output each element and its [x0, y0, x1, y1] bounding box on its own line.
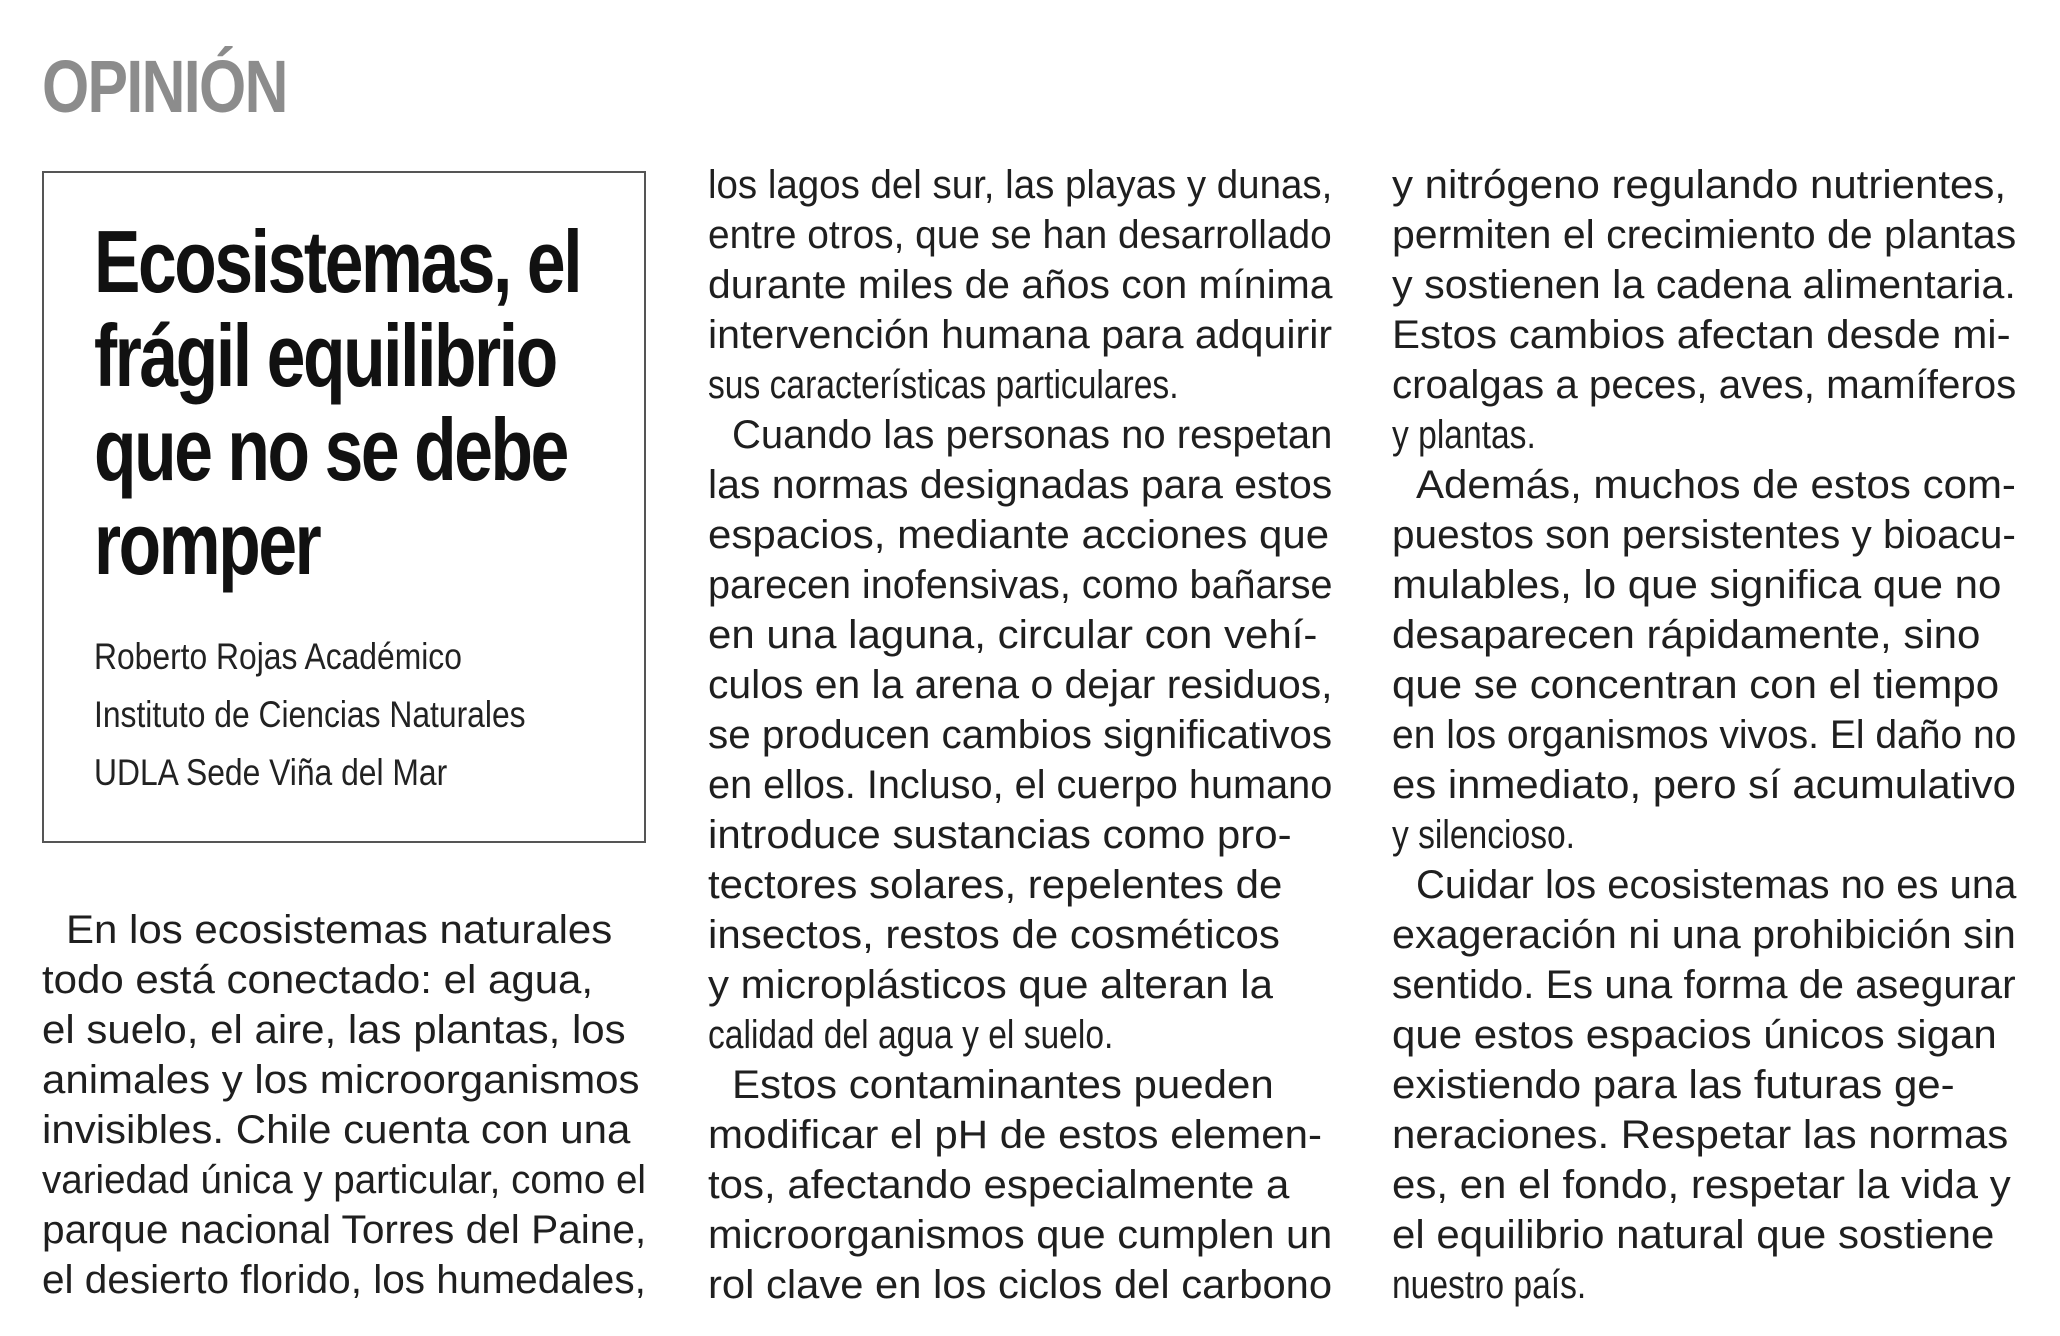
text-line	[42, 1005, 646, 1055]
text-line	[708, 1160, 1332, 1210]
text-line	[42, 905, 646, 955]
text-line	[1392, 660, 2016, 710]
text-line-content: modificar el pH de estos elemen-	[708, 1113, 1322, 1157]
text-line-content: entre otros, que se han desarrollado	[708, 213, 1332, 257]
text-line	[708, 710, 1332, 760]
text-line	[42, 1055, 646, 1105]
author-campus: UDLA Sede Viña del Mar	[94, 752, 448, 793]
text-line	[1392, 910, 2016, 960]
headline-line: que no se debe	[94, 400, 567, 499]
text-line	[42, 955, 646, 1005]
text-line	[708, 1110, 1332, 1160]
text-line-content: rol clave en los ciclos del carbono	[708, 1263, 1333, 1307]
text-line	[708, 210, 1332, 260]
text-line	[1392, 710, 2016, 760]
text-line-content: puestos son persistentes y bioacu-	[1392, 513, 2016, 557]
text-line	[708, 810, 1332, 860]
text-line-content: En los ecosistemas naturales	[66, 908, 613, 952]
text-line	[1392, 510, 2016, 560]
text-line-content: que se concentran con el tiempo	[1392, 663, 2000, 707]
text-line	[708, 460, 1332, 510]
text-line-content: existiendo para las futuras ge-	[1392, 1063, 1955, 1107]
text-line	[708, 560, 1332, 610]
text-line	[1392, 1160, 2016, 1210]
text-line	[1392, 760, 2016, 810]
text-line-content: invisibles. Chile cuenta con una	[42, 1108, 631, 1152]
author-institute: Instituto de Ciencias Naturales	[94, 694, 526, 735]
text-line	[1392, 460, 2016, 510]
text-line-content: calidad del agua y el suelo.	[708, 1013, 1114, 1057]
text-line	[42, 1105, 646, 1155]
author-byline	[94, 628, 627, 802]
text-line-content: el equilibrio natural que sostiene	[1392, 1213, 1995, 1257]
article-column-1	[42, 905, 646, 1305]
text-line	[1392, 310, 2016, 360]
text-line	[1392, 360, 2016, 410]
text-line-content: el desierto florido, los humedales,	[42, 1258, 646, 1302]
text-line	[1392, 160, 2016, 210]
text-line	[42, 1155, 646, 1205]
author-name: Roberto Rojas Académico	[94, 636, 462, 677]
text-line	[708, 660, 1332, 710]
headline-line: frágil equilibrio	[94, 306, 556, 405]
text-line-content: en una laguna, circular con vehí-	[708, 613, 1318, 657]
text-line	[708, 360, 1332, 410]
text-line-content: y plantas.	[1392, 413, 1536, 457]
text-line-content: y nitrógeno regulando nutrientes,	[1392, 163, 2007, 207]
text-line	[1392, 1210, 2016, 1260]
text-line-content: culos en la arena o dejar residuos,	[708, 663, 1333, 707]
text-line-content: nuestro país.	[1392, 1263, 1587, 1307]
text-line	[1392, 810, 2016, 860]
text-line	[708, 510, 1332, 560]
text-line-content: introduce sustancias como pro-	[708, 813, 1292, 857]
text-line	[708, 160, 1332, 210]
text-line	[1392, 1060, 2016, 1110]
text-line	[1392, 1260, 2016, 1310]
text-line-content: variedad única y particular, como el	[42, 1158, 646, 1202]
text-line-content: parque nacional Torres del Paine,	[42, 1208, 647, 1252]
text-line	[1392, 1110, 2016, 1160]
text-line-content: microorganismos que cumplen un	[708, 1213, 1333, 1257]
text-line-content: todo está conectado: el agua,	[42, 958, 594, 1002]
text-line-content: Además, muchos de estos com-	[1416, 463, 2016, 507]
text-line-content: se producen cambios significativos	[708, 713, 1333, 757]
text-line-content: parecen inofensivas, como bañarse	[708, 563, 1333, 607]
text-line	[1392, 860, 2016, 910]
text-line-content: permiten el crecimiento de plantas	[1392, 213, 2017, 257]
text-line-content: insectos, restos de cosméticos	[708, 913, 1280, 957]
text-line	[708, 1210, 1332, 1260]
headline-box	[42, 171, 646, 843]
text-line-content: intervención humana para adquirir	[708, 313, 1333, 357]
text-line	[708, 260, 1332, 310]
text-line-content: animales y los microorganismos	[42, 1058, 640, 1102]
text-line	[708, 960, 1332, 1010]
text-line	[708, 1010, 1332, 1060]
text-line-content: tectores solares, repelentes de	[708, 863, 1283, 907]
text-line	[42, 1255, 646, 1305]
text-line	[1392, 410, 2016, 460]
text-line	[1392, 1010, 2016, 1060]
article-column-2	[708, 160, 1332, 1310]
text-line-content: sentido. Es una forma de asegurar	[1392, 963, 2016, 1007]
text-line-content: y sostienen la cadena alimentaria.	[1392, 263, 2016, 307]
text-line-content: tos, afectando especialmente a	[708, 1163, 1290, 1207]
text-line-content: y silencioso.	[1392, 813, 1576, 857]
text-line-content: es, en el fondo, respetar la vida y	[1392, 1163, 2011, 1207]
section-label: OPINIÓN	[42, 45, 287, 128]
headline-line: romper	[94, 494, 320, 593]
article-headline	[94, 212, 600, 593]
text-line	[1392, 560, 2016, 610]
text-line-content: las normas designadas para estos	[708, 463, 1333, 507]
text-line	[708, 410, 1332, 460]
text-line-content: Cuidar los ecosistemas no es una	[1416, 863, 2017, 907]
text-line	[1392, 960, 2016, 1010]
text-line-content: desaparecen rápidamente, sino	[1392, 613, 1981, 657]
text-line	[708, 760, 1332, 810]
text-line-content: Cuando las personas no respetan	[732, 413, 1333, 457]
text-line	[708, 910, 1332, 960]
text-line	[708, 1060, 1332, 1110]
article-column-3	[1392, 160, 2016, 1310]
text-line-content: el suelo, el aire, las plantas, los	[42, 1008, 626, 1052]
text-line	[1392, 610, 2016, 660]
text-line-content: Estos contaminantes pueden	[732, 1063, 1274, 1107]
text-line-content: sus características particulares.	[708, 363, 1179, 407]
text-line-content: que estos espacios únicos sigan	[1392, 1013, 1997, 1057]
text-line-content: mulables, lo que significa que no	[1392, 563, 2002, 607]
text-line-content: es inmediato, pero sí acumulativo	[1392, 763, 2016, 807]
text-line-content: neraciones. Respetar las normas	[1392, 1113, 2009, 1157]
text-line-content: croalgas a peces, aves, mamíferos	[1392, 363, 2017, 407]
text-line-content: en ellos. Incluso, el cuerpo humano	[708, 763, 1333, 807]
text-line-content: durante miles de años con mínima	[708, 263, 1333, 307]
text-line	[1392, 210, 2016, 260]
text-line	[42, 1205, 646, 1255]
text-line-content: Estos cambios afectan desde mi-	[1392, 313, 2011, 357]
text-line-content: en los organismos vivos. El daño no	[1392, 713, 2017, 757]
text-line	[708, 310, 1332, 360]
text-line-content: y microplásticos que alteran la	[708, 963, 1273, 1007]
text-line-content: los lagos del sur, las playas y dunas,	[708, 163, 1333, 207]
text-line	[708, 610, 1332, 660]
text-line	[708, 860, 1332, 910]
text-line	[1392, 260, 2016, 310]
text-line-content: exageración ni una prohibición sin	[1392, 913, 2016, 957]
text-line	[708, 1260, 1332, 1310]
headline-line: Ecosistemas, el	[94, 212, 581, 311]
text-line-content: espacios, mediante acciones que	[708, 513, 1330, 557]
